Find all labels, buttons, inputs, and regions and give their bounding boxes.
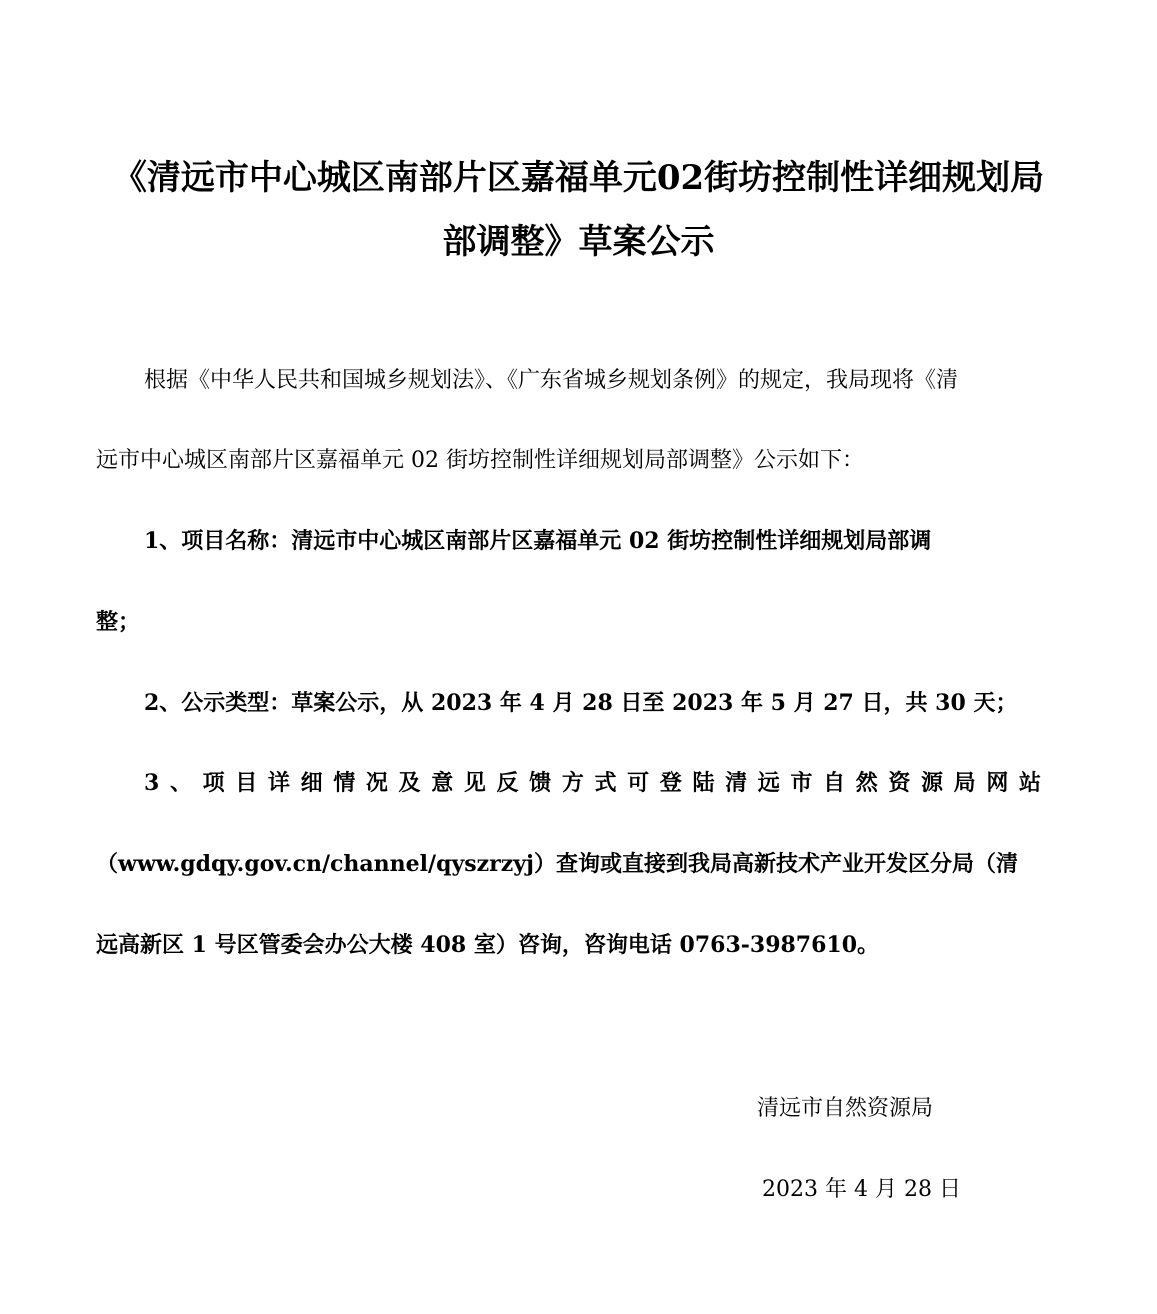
- intro-paragraph-line-1: 根据《中华人民共和国城乡规划法》、《广东省城乡规划条例》的规定，我局现将《清: [144, 368, 959, 393]
- document-title-line-1: 《清远市中心城区南部片区嘉福单元02街坊控制性详细规划局: [112, 158, 1045, 198]
- item-3-line-3: 远高新区 1 号区管委会办公大楼 408 室）咨询，咨询电话 0763-3987610。: [96, 932, 880, 958]
- item-1-line-1: 1、项目名称：清远市中心城区南部片区嘉福单元 02 街坊控制性详细规划局部调: [144, 528, 932, 554]
- item-3-line-2: （www.gdqy.gov.cn/channel/qyszrzyj）查询或直接到我局高新技术产业开发区分局（清: [96, 851, 1018, 877]
- item-3-line-1: 3、项目详细情况及意见反馈方式可登陆清远市自然资源局网站: [144, 770, 1041, 796]
- item-1-line-2: 整；: [96, 609, 141, 635]
- document-title-line-2: 部调整》草案公示: [442, 222, 715, 262]
- signature-date: 2023 年 4 月 28 日: [762, 1177, 961, 1202]
- item-2-line-1: 2、公示类型：草案公示，从 2023 年 4 月 28 日至 2023 年 5 月 27 日，共 30 天；: [144, 690, 1018, 716]
- intro-paragraph-line-2: 远市中心城区南部片区嘉福单元 02 街坊控制性详细规划局部调整》公示如下：: [96, 448, 864, 473]
- signature-organization: 清远市自然资源局: [757, 1096, 934, 1121]
